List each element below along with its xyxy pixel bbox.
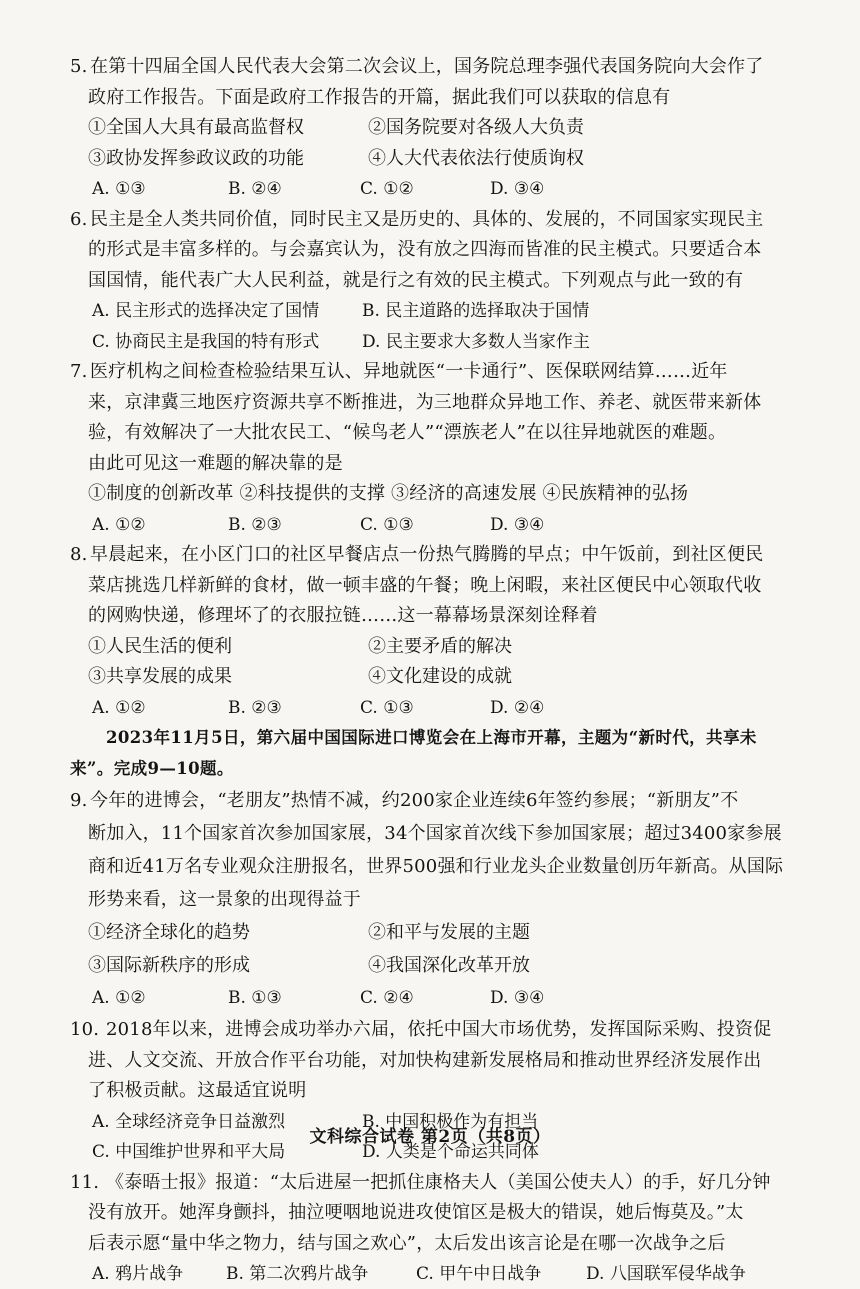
question-text: 民主是全人类共同价值，同时民主又是历史的、具体的、发展的，不同国家实现民主 [90,209,763,230]
question-number: 7. [70,357,90,388]
question-text: 形势来看，这一景象的出现得益于 [88,883,800,916]
statement-items: ①制度的创新改革 ②科技提供的支撑 ③经济的高速发展 ④民族精神的弘扬 [88,479,800,510]
intro-text: 来”。完成9—10题。 [70,754,800,785]
option-b: B. ②④ [228,174,360,205]
statement-item: ④我国深化改革开放 [368,949,648,982]
question-number: 10. [70,1015,106,1046]
question-text: 《泰晤士报》报道：“太后进屋一把抓住康格夫人（美国公使夫人）的手，好几分钟 [106,1172,771,1193]
intro-text: 2023年11月5日，第六届中国国际进口博览会在上海市开幕，主题为“新时代，共享未 [84,723,800,754]
question-text: 菜店挑选几样新鲜的食材，做一顿丰盛的午餐；晚上闲暇，来社区便民中心领取代收 [88,571,800,602]
question-11 [88,1168,800,1289]
option-c: C. ①③ [360,510,490,541]
question-text: 来，京津冀三地医疗资源共享不断推进，为三地群众异地工作、养老、就医带来新体 [88,388,800,419]
statement-item: ③政协发挥参政议政的功能 [88,144,368,175]
option-a: A. ①③ [92,174,228,205]
statement-item: ①经济全球化的趋势 [88,916,368,949]
page-footer: 文科综合试卷 第2页（共8页） [0,1122,860,1147]
question-text: 在第十四届全国人民代表大会第二次会议上，国务院总理李强代表国务院向大会作了 [90,56,763,77]
option-b: B. 民主道路的选择取决于国情 [362,296,662,327]
option-b: B. 中国积极作为有担当 [362,1107,662,1138]
option-c: C. 协商民主是我国的特有形式 [92,327,362,358]
option-a: A. ①② [92,982,228,1015]
question-number: 9. [70,784,90,817]
question-text: 由此可见这一难题的解决靠的是 [88,449,800,480]
question-6 [88,205,800,358]
option-c: C. ①③ [360,693,490,724]
option-d: D. 人类是个命运共同体 [362,1137,662,1168]
question-number: 11. [70,1168,106,1199]
option-a: A. ①② [92,510,228,541]
question-text: 断加入，11个国家首次参加国家展，34个国家首次线下参加国家展；超过3400家参展 [88,817,800,850]
question-text: 验，有效解决了一大批农民工、“候鸟老人”“漂族老人”在以往异地就医的难题。 [88,418,800,449]
option-b: B. 第二次鸦片战争 [226,1259,416,1289]
question-text: 今年的进博会，“老朋友”热情不减，约200家企业连续6年签约参展；“新朋友”不 [90,790,738,811]
option-a: A. 鸦片战争 [92,1259,226,1289]
statement-item: ②和平与发展的主题 [368,916,648,949]
option-b: B. ②③ [228,510,360,541]
option-d: D. ③④ [490,982,620,1015]
option-d: D. ②④ [490,693,620,724]
statement-item: ①人民生活的便利 [88,632,368,663]
section-intro [88,723,800,784]
option-d: D. ③④ [490,510,620,541]
question-text: 早晨起来，在小区门口的社区早餐店点一份热气腾腾的早点；中午饭前，到社区便民 [90,544,763,565]
question-text: 国国情，能代表广大人民利益，就是行之有效的民主模式。下列观点与此一致的有 [88,266,800,297]
option-a: A. 民主形式的选择决定了国情 [92,296,362,327]
question-number: 8. [70,540,90,571]
statement-item: ①全国人大具有最高监督权 [88,113,368,144]
option-b: B. ②③ [228,693,360,724]
question-text: 没有放开。她浑身颤抖，抽泣哽咽地说进攻使馆区是极大的错误，她后悔莫及。”太 [88,1198,800,1229]
statement-item: ④人大代表依法行使质询权 [368,144,648,175]
question-5 [88,52,800,205]
question-9 [88,784,800,1015]
option-a: A. ①② [92,693,228,724]
option-c: C. ①② [360,174,490,205]
question-text: 商和近41万名专业观众注册报名，世界500强和行业龙头企业数量创历年新高。从国际 [88,850,800,883]
option-c: C. ②④ [360,982,490,1015]
question-text: 政府工作报告。下面是政府工作报告的开篇，据此我们可以获取的信息有 [88,83,800,114]
statement-item: ②主要矛盾的解决 [368,632,648,663]
statement-item: ②国务院要对各级人大负责 [368,113,648,144]
option-b: B. ①③ [228,982,360,1015]
statement-item: ③共享发展的成果 [88,662,368,693]
option-c: C. 甲午中日战争 [416,1259,586,1289]
question-text: 2018年以来，进博会成功举办六届，依托中国大市场优势，发挥国际采购、投资促 [106,1019,771,1040]
question-number: 5. [70,52,90,83]
option-d: D. 八国联军侵华战争 [586,1259,806,1289]
question-text: 后表示愿“量中华之物力，结与国之欢心”，太后发出该言论是在哪一次战争之后 [88,1229,800,1260]
question-text: 了积极贡献。这最适宜说明 [88,1076,800,1107]
option-d: D. ③④ [490,174,620,205]
question-text: 进、人文交流、开放合作平台功能，对加快构建新发展格局和推动世界经济发展作出 [88,1046,800,1077]
statement-item: ④文化建设的成就 [368,662,648,693]
option-a: A. 全球经济竞争日益激烈 [92,1107,362,1138]
option-d: D. 民主要求大多数人当家作主 [362,327,662,358]
option-c: C. 中国维护世界和平大局 [92,1137,362,1168]
question-text: 医疗机构之间检查检验结果互认、异地就医“一卡通行”、医保联网结算……近年 [90,361,728,382]
question-8 [88,540,800,723]
statement-item: ③国际新秩序的形成 [88,949,368,982]
question-number: 6. [70,205,90,236]
question-7 [88,357,800,540]
question-text: 的形式是丰富多样的。与会嘉宾认为，没有放之四海而皆准的民主模式。只要适合本 [88,235,800,266]
question-text: 的网购快递，修理坏了的衣服拉链……这一幕幕场景深刻诠释着 [88,601,800,632]
